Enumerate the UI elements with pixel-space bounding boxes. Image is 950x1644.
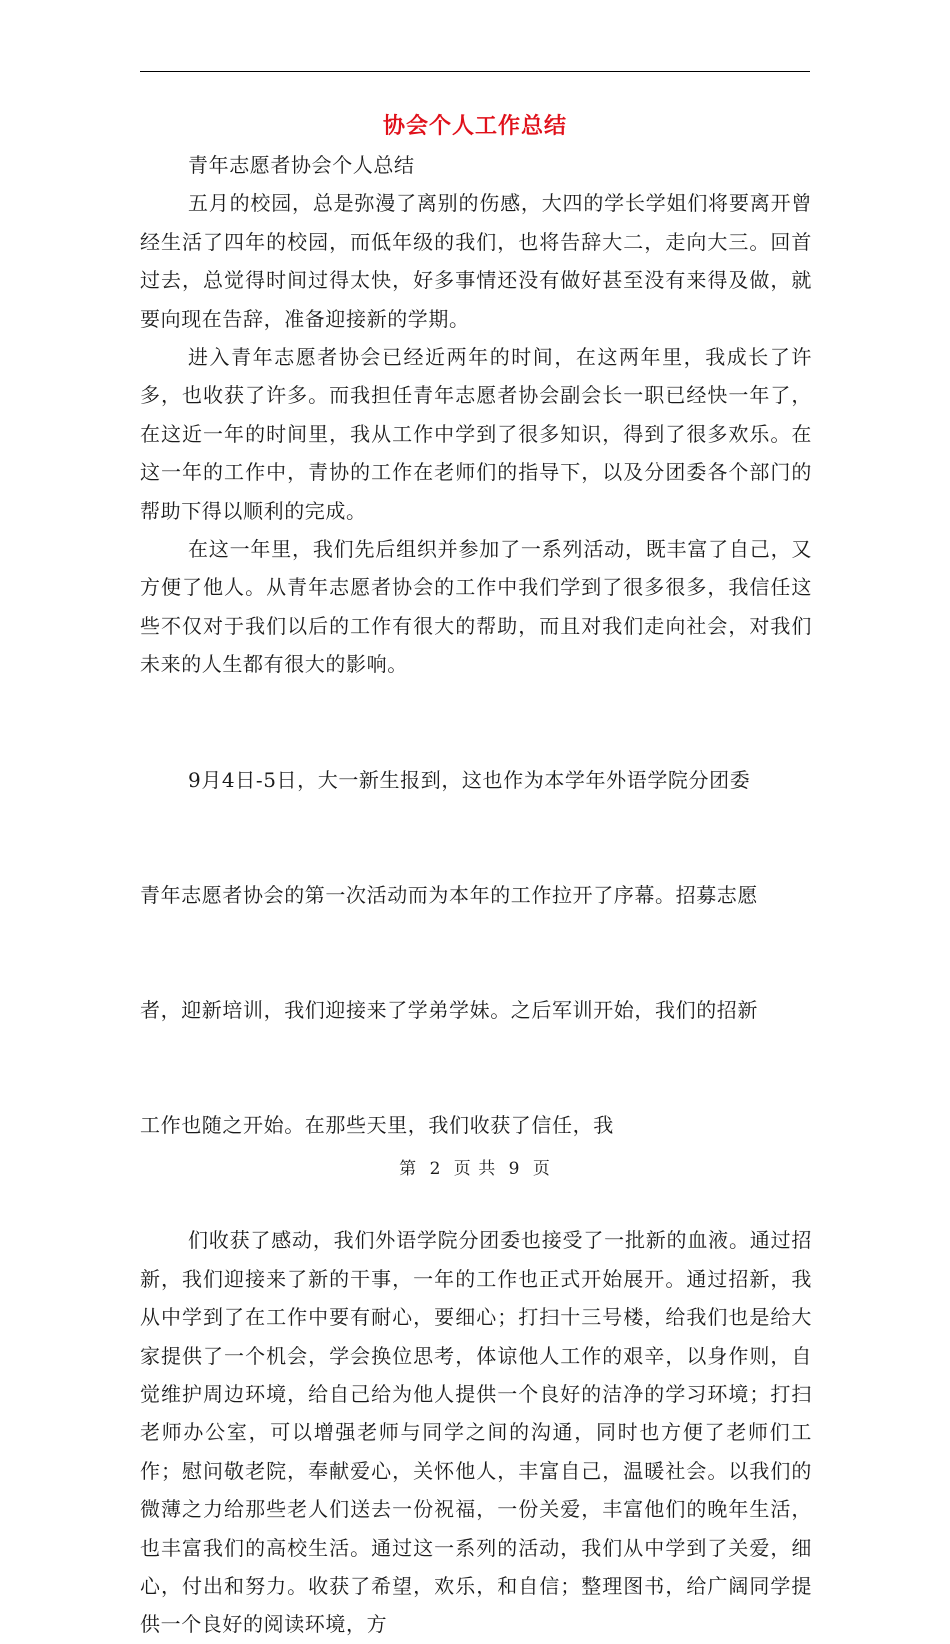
footer-suffix: 页 [532, 1159, 551, 1179]
paragraph-5: 们收获了感动，我们外语学院分团委也接受了一批新的血液。通过招新，我们迎接来了新的干事，一年的工作也正式开始展开。通过招新，我从中学到了在工作中要有耐心，要细心；打扫十三号楼，给我们也是给大家提供了一个机会，学会换位思考，体谅他人工作的艰辛，以身作则，自觉维护周边环境，给自己给为他人提供一个良好的洁净的学习环境；打扫老师办公室，可以增强老师与同学之间的沟通，同时也方便了老师们工作；慰问敬老院，奉献爱心，关怀他人，丰富自己，温暖社会。以我们的微薄之力给那些老人们送去一份祝福，一份关爱，丰富他们的晚年生活，也丰富我们的高校生活。通过这一系列的活动，我们从中学到了关爱，细心，付出和努力。收获了希望，欢乐，和自信；整理图书，给广阔同学提供一个良好的阅读环境，方 [140, 1228, 812, 1637]
paragraph-4-line: 者，迎新培训，我们迎接来了学弟学妹。之后军训开始，我们的招新 [140, 997, 758, 1022]
paragraph-4-line: 青年志愿者协会的第一次活动而为本年的工作拉开了序幕。招募志愿 [140, 882, 758, 907]
paragraph-3: 在这一年里，我们先后组织并参加了一系列活动，既丰富了自己，又方便了他人。从青年志愿者协会的工作中我们学到了很多很多，我信任这些不仅对于我们以后的工作有很大的帮助，而且对我们走向社会，对我们未来的人生都有很大的影响。 [140, 537, 812, 677]
footer-middle: 页 共 [453, 1159, 497, 1179]
subtitle: 青年志愿者协会个人总结 [188, 153, 415, 177]
footer-prefix: 第 [399, 1159, 418, 1179]
page-number: 2 [429, 1159, 442, 1179]
document-title: 协会个人工作总结 [382, 113, 567, 139]
paragraph-4 [140, 684, 812, 1222]
paragraph-4-line: 9月4日-5日，大一新生报到，这也作为本学年外语学院分团委 [188, 767, 751, 792]
page-footer [0, 1154, 950, 1179]
page-total: 9 [508, 1159, 521, 1179]
paragraph-4-line: 工作也随之开始。在那些天里，我们收获了信任，我 [140, 1113, 614, 1138]
paragraph-2: 进入青年志愿者协会已经近两年的时间，在这两年里，我成长了许多，也收获了许多。而我担任青年志愿者协会副会长一职已经快一年了，在这近一年的时间里，我从工作中学到了很多知识，得到了很多欢乐。在这一年的工作中，青协的工作在老师们的指导下，以及分团委各个部门的帮助下得以顺利的完成。 [140, 345, 812, 523]
paragraph-1: 五月的校园，总是弥漫了离别的伤感，大四的学长学姐们将要离开曾经生活了四年的校园，而低年级的我们，也将告辞大二，走向大三。回首过去，总觉得时间过得太快，好多事情还没有做好甚至没有来得及做，就要向现在告辞，准备迎接新的学期。 [140, 191, 812, 331]
header-rule [140, 71, 810, 72]
document-body [140, 146, 812, 1644]
